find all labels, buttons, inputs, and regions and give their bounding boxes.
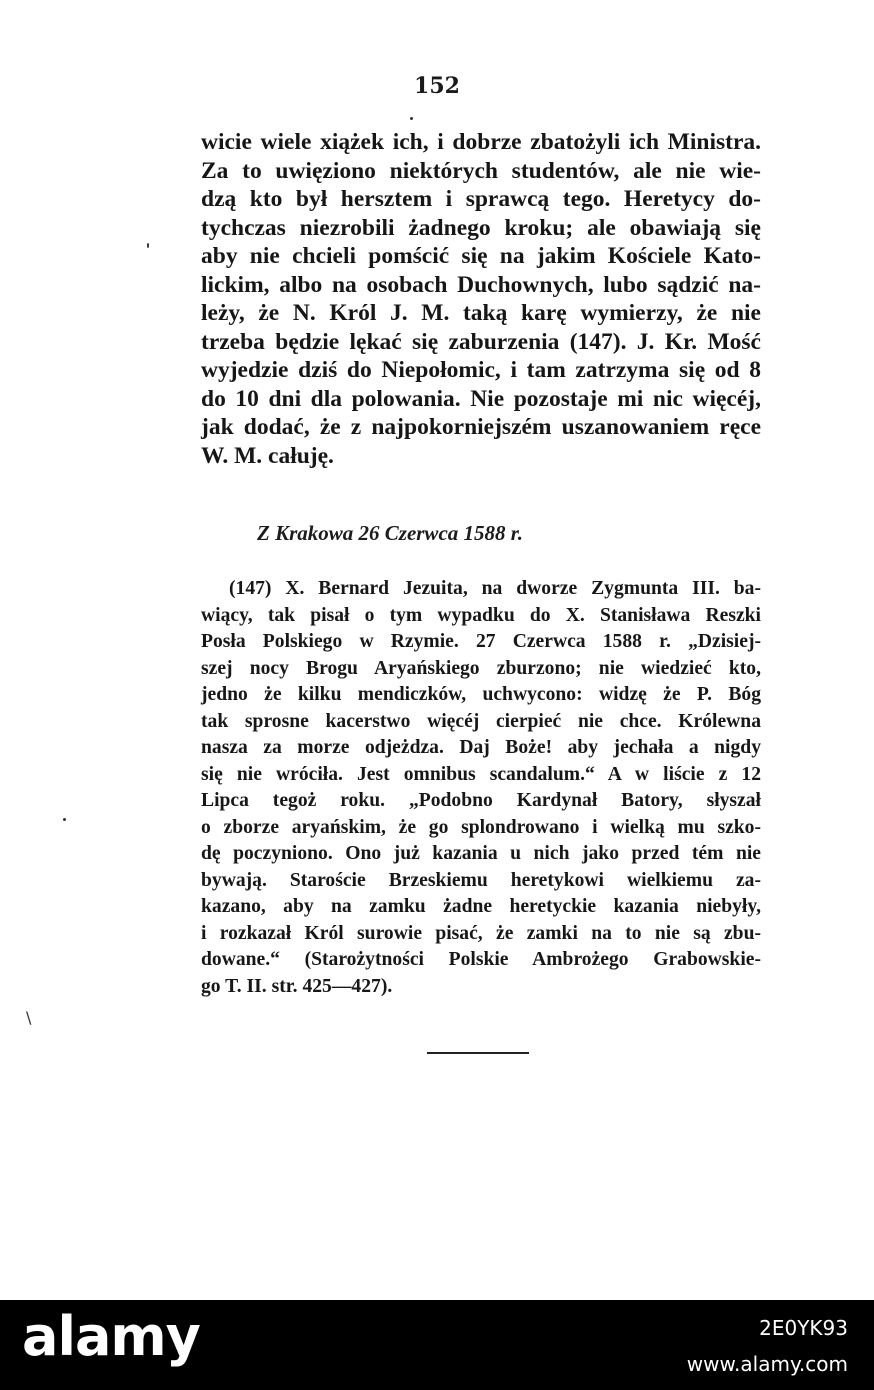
body-line: trzeba będzie lękać się zaburzenia (147). J. Kr. Mość <box>201 328 761 355</box>
body-line: aby nie chcieli pomścić się na jakim Kościele Kato- <box>201 243 761 269</box>
footnote-line: wiący, tak pisał o tym wypadku do X. Stanisława Reszki <box>201 604 761 626</box>
footnote-line: go T. II. str. 425—427). <box>201 975 393 997</box>
body-line: W. M. całuję. <box>201 442 334 469</box>
body-line: do 10 dni dla polowania. Nie pozostaje mi nic więcéj, <box>201 385 761 412</box>
footnote-line: nasza za morze odjeżdza. Daj Boże! aby jechała a nigdy <box>201 737 761 758</box>
footnote-line: jedno że kilku mendiczków, uchwycono: widzę że P. Bóg <box>201 684 761 705</box>
watermark-image-id: 2E0YK93 <box>759 1316 848 1340</box>
body-line: wicie wiele xiążek ich, i dobrze zbatożyli ich Ministra. <box>201 129 761 155</box>
footnote-line: i rozkazał Król surowie pisać, że zamki na to nie są zbu- <box>201 922 761 944</box>
dateline: Z Krakowa 26 Czerwca 1588 r. <box>257 521 524 545</box>
margin-mark: \ <box>26 1008 32 1027</box>
footnote-line: dowane.“ (Starożytności Polskie Ambrożego Grabowskie- <box>201 949 761 970</box>
footnote-line: (147) X. Bernard Jezuita, na dworze Zygmunta III. ba- <box>229 578 761 599</box>
body-line: wyjedzie dziś do Niepołomic, i tam zatrzyma się od 8 <box>201 357 761 383</box>
ink-speck <box>63 818 66 821</box>
footnote-line: Posła Polskiego w Rzymie. 27 Czerwca 1588 r. „Dzisiej- <box>201 631 761 652</box>
footnote-line: kazano, aby na zamku żadne heretyckie kazania niebyły, <box>201 896 761 917</box>
ink-speck <box>147 243 149 248</box>
page-number: 152 <box>414 73 460 99</box>
watermark-logo: alamy <box>22 1305 200 1368</box>
ink-speck <box>410 117 413 120</box>
footnote-line: o zborze aryańskim, że go splondrowano i wielką mu szko- <box>201 816 761 838</box>
footnote-line: tak sprosne kacerstwo więcéj cierpieć nie chce. Królewna <box>201 710 761 732</box>
footnote-line: bywają. Staroście Brzeskiemu heretykowi wielkiemu za- <box>201 869 761 891</box>
footnote <box>201 576 761 1000</box>
body-line: lickim, albo na osobach Duchownych, lubo sądzić na- <box>201 271 761 298</box>
footnote-line: szej nocy Brogu Aryańskiego zburzono; nie wiedzieć kto, <box>201 657 761 679</box>
watermark-url: www.alamy.com <box>686 1352 848 1376</box>
footnote-line: Lipca tegoż roku. „Podobno Kardynał Batory, słyszał <box>201 790 761 811</box>
body-line: jak dodać, że z najpokorniejszém uszanowaniem ręce <box>201 414 761 440</box>
letter-body <box>201 128 761 470</box>
body-line: Za to uwięziono niektórych studentów, ale nie wie- <box>201 157 761 184</box>
footnote-line: dę poczyniono. Ono już kazania u nich jako przed tém nie <box>201 843 761 864</box>
body-line: tychczas niezrobili żadnego kroku; ale obawiają się <box>201 214 761 241</box>
end-rule <box>427 1052 529 1054</box>
body-line: leży, że N. Król J. M. taką karę wymierzy, że nie <box>201 300 761 326</box>
body-line: dzą kto był hersztem i sprawcą tego. Heretycy do- <box>201 186 761 212</box>
footnote-line: się nie wróciła. Jest omnibus scandalum.“ A w liście z 12 <box>201 763 761 785</box>
